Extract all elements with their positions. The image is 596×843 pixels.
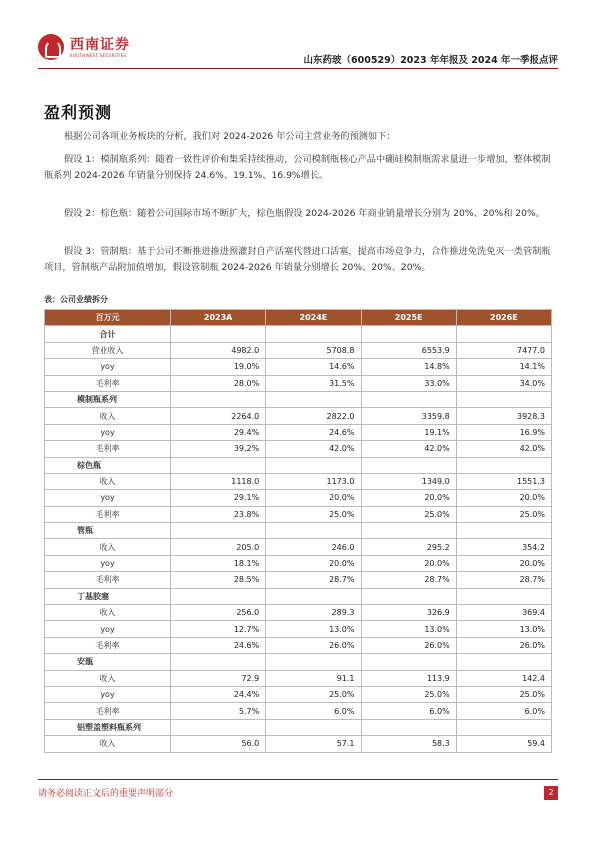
cell-value: 42.0% — [361, 441, 456, 457]
cell-value: 39.2% — [171, 441, 266, 457]
cell-value: 59.4 — [456, 736, 551, 752]
cell-value — [266, 391, 361, 407]
header-2026e: 2026E — [456, 310, 551, 326]
cell-value — [456, 326, 551, 342]
cell-value: 19.1% — [361, 424, 456, 440]
table-row — [45, 375, 552, 391]
cell-value: 14.8% — [361, 359, 456, 375]
cell-value — [456, 719, 551, 735]
page-header — [38, 34, 558, 69]
row-label: 模制瓶系列 — [45, 391, 171, 407]
cell-value — [171, 457, 266, 473]
table-caption: 表：公司业绩拆分 — [44, 295, 108, 304]
row-label: 收入 — [45, 605, 171, 621]
section-title: 盈利预测 — [44, 103, 113, 122]
cell-value: 56.0 — [171, 736, 266, 752]
cell-value — [361, 326, 456, 342]
cell-value: 25.0% — [361, 506, 456, 522]
row-label: yoy — [45, 555, 171, 571]
table-row — [45, 703, 552, 719]
row-label: 营业收入 — [45, 342, 171, 358]
row-label: yoy — [45, 359, 171, 375]
cell-value — [171, 654, 266, 670]
table-group-row — [45, 523, 552, 539]
cell-value: 6.0% — [266, 703, 361, 719]
row-label: 毛利率 — [45, 441, 171, 457]
row-label: 毛利率 — [45, 703, 171, 719]
cell-value: 26.0% — [361, 637, 456, 653]
row-label: 毛利率 — [45, 637, 171, 653]
cell-value: 2264.0 — [171, 408, 266, 424]
cell-value: 14.6% — [266, 359, 361, 375]
cell-value — [456, 457, 551, 473]
table-row — [45, 342, 552, 358]
cell-value: 6.0% — [456, 703, 551, 719]
row-label: 收入 — [45, 539, 171, 555]
earnings-breakdown-table — [44, 309, 552, 753]
cell-value: 13.0% — [266, 621, 361, 637]
cell-value — [361, 523, 456, 539]
company-logo — [38, 34, 130, 60]
cell-value: 16.9% — [456, 424, 551, 440]
cell-value — [361, 457, 456, 473]
table-row — [45, 506, 552, 522]
cell-value — [266, 588, 361, 604]
logo-chinese: 西南证券 — [70, 36, 130, 53]
cell-value: 20.0% — [456, 555, 551, 571]
table-row — [45, 424, 552, 440]
header-unit: 百万元 — [45, 310, 171, 326]
report-title: 山东药玻（600529）2023 年年报及 2024 年一季报点评 — [303, 55, 558, 66]
cell-value: 28.7% — [456, 572, 551, 588]
row-label: yoy — [45, 490, 171, 506]
row-label: 毛利率 — [45, 572, 171, 588]
cell-value: 1349.0 — [361, 473, 456, 489]
cell-value: 28.7% — [266, 572, 361, 588]
cell-value: 326.9 — [361, 605, 456, 621]
table-group-row — [45, 719, 552, 735]
cell-value: 3359.8 — [361, 408, 456, 424]
cell-value: 28.5% — [171, 572, 266, 588]
cell-value: 24.6% — [171, 637, 266, 653]
row-label: 毛利率 — [45, 506, 171, 522]
cell-value: 142.4 — [456, 670, 551, 686]
cell-value: 25.0% — [266, 506, 361, 522]
cell-value: 29.1% — [171, 490, 266, 506]
cell-value: 25.0% — [361, 686, 456, 702]
cell-value — [266, 719, 361, 735]
cell-value — [361, 588, 456, 604]
row-label: 合计 — [45, 326, 171, 342]
cell-value — [456, 654, 551, 670]
table-row — [45, 555, 552, 571]
cell-value — [361, 719, 456, 735]
cell-value — [266, 326, 361, 342]
cell-value: 20.0% — [266, 555, 361, 571]
table-row — [45, 408, 552, 424]
cell-value — [266, 523, 361, 539]
cell-value: 24.6% — [266, 424, 361, 440]
cell-value: 14.1% — [456, 359, 551, 375]
cell-value: 28.0% — [171, 375, 266, 391]
cell-value: 57.1 — [266, 736, 361, 752]
cell-value: 5.7% — [171, 703, 266, 719]
cell-value: 26.0% — [266, 637, 361, 653]
cell-value: 13.0% — [456, 621, 551, 637]
row-label: 收入 — [45, 408, 171, 424]
cell-value: 2822.0 — [266, 408, 361, 424]
row-label: yoy — [45, 621, 171, 637]
cell-value: 19.0% — [171, 359, 266, 375]
cell-value: 26.0% — [456, 637, 551, 653]
cell-value: 42.0% — [456, 441, 551, 457]
table-row — [45, 686, 552, 702]
row-label: 管瓶 — [45, 523, 171, 539]
cell-value: 34.0% — [456, 375, 551, 391]
cell-value: 20.0% — [361, 555, 456, 571]
row-label: 铝塑盖塑料瓶系列 — [45, 719, 171, 735]
cell-value: 25.0% — [456, 686, 551, 702]
row-label: 毛利率 — [45, 375, 171, 391]
cell-value: 354.2 — [456, 539, 551, 555]
table-row — [45, 539, 552, 555]
assumption-2: 假设 2：棕色瓶：随着公司国际市场不断扩大，棕色瓶假设 2024-2026 年商业销量增长分别为 20%、20%和 20%。 — [64, 208, 545, 219]
row-label: yoy — [45, 686, 171, 702]
cell-value: 6.0% — [361, 703, 456, 719]
cell-value: 6553.9 — [361, 342, 456, 358]
cell-value — [171, 326, 266, 342]
cell-value — [456, 391, 551, 407]
row-label: 棕色瓶 — [45, 457, 171, 473]
cell-value: 1551.3 — [456, 473, 551, 489]
row-label: yoy — [45, 424, 171, 440]
cell-value: 289.3 — [266, 605, 361, 621]
table-row — [45, 490, 552, 506]
cell-value — [171, 523, 266, 539]
table-group-row — [45, 391, 552, 407]
table-row — [45, 441, 552, 457]
cell-value — [361, 654, 456, 670]
cell-value — [171, 391, 266, 407]
cell-value: 28.7% — [361, 572, 456, 588]
cell-value: 29.4% — [171, 424, 266, 440]
cell-value: 25.0% — [266, 686, 361, 702]
cell-value: 246.0 — [266, 539, 361, 555]
table-row — [45, 473, 552, 489]
assumption-3: 假设 3：管制瓶：基于公司不断推进推进预灌封自产活塞代替进口活塞，提高市场竞争力，合作推进免洗免灭一类管制瓶项目，管制瓶产品附加值增加，假设管制瓶 2024-2026 年销量分别增长 20%、20%、20%。 — [44, 246, 551, 273]
cell-value — [266, 654, 361, 670]
cell-value: 5708.8 — [266, 342, 361, 358]
cell-value: 12.7% — [171, 621, 266, 637]
cell-value: 205.0 — [171, 539, 266, 555]
page-footer — [38, 779, 558, 802]
table-row — [45, 736, 552, 752]
cell-value — [456, 588, 551, 604]
cell-value — [456, 523, 551, 539]
cell-value: 72.9 — [171, 670, 266, 686]
cell-value: 1173.0 — [266, 473, 361, 489]
header-2023a: 2023A — [171, 310, 266, 326]
cell-value: 3928.3 — [456, 408, 551, 424]
cell-value: 91.1 — [266, 670, 361, 686]
cell-value: 7477.0 — [456, 342, 551, 358]
cell-value: 31.5% — [266, 375, 361, 391]
table-group-row — [45, 588, 552, 604]
cell-value: 295.2 — [361, 539, 456, 555]
table-group-row — [45, 326, 552, 342]
table-header-row — [45, 310, 552, 326]
logo-english: SOUTHWEST SECURITIES — [70, 52, 127, 58]
row-label: 收入 — [45, 670, 171, 686]
cell-value: 33.0% — [361, 375, 456, 391]
header-2024e: 2024E — [266, 310, 361, 326]
cell-value: 113.9 — [361, 670, 456, 686]
table-row — [45, 572, 552, 588]
table-group-row — [45, 457, 552, 473]
row-label: 收入 — [45, 473, 171, 489]
cell-value: 20.0% — [361, 490, 456, 506]
logo-mark-icon — [38, 34, 64, 60]
assumption-1: 假设 1：模制瓶系列：随着一致性评价和集采持续推动，公司模制瓶核心产品中硼硅模制瓶需求量进一步增加，整体模制瓶系列 2024-2026 年销量分别保持 24.6%、19.1%、16.9%增长。 — [44, 154, 551, 181]
cell-value: 256.0 — [171, 605, 266, 621]
cell-value: 58.3 — [361, 736, 456, 752]
cell-value: 4982.0 — [171, 342, 266, 358]
cell-value: 25.0% — [456, 506, 551, 522]
table-row — [45, 359, 552, 375]
cell-value: 20.0% — [456, 490, 551, 506]
cell-value: 18.1% — [171, 555, 266, 571]
cell-value: 42.0% — [266, 441, 361, 457]
table-group-row — [45, 654, 552, 670]
page-number: 2 — [544, 786, 558, 800]
table-row — [45, 621, 552, 637]
cell-value: 23.8% — [171, 506, 266, 522]
intro-paragraph: 根据公司各项业务板块的分析，我们对 2024-2026 年公司主营业务的预测如下： — [64, 131, 396, 142]
cell-value: 20.0% — [266, 490, 361, 506]
cell-value — [171, 588, 266, 604]
row-label: 安瓿 — [45, 654, 171, 670]
table-row — [45, 670, 552, 686]
cell-value — [171, 719, 266, 735]
row-label: 收入 — [45, 736, 171, 752]
cell-value — [361, 391, 456, 407]
cell-value: 369.4 — [456, 605, 551, 621]
cell-value — [266, 457, 361, 473]
row-label: 丁基胶塞 — [45, 588, 171, 604]
table-row — [45, 605, 552, 621]
cell-value: 1118.0 — [171, 473, 266, 489]
disclaimer-text: 请务必阅读正文后的重要声明部分 — [38, 789, 174, 799]
header-2025e: 2025E — [361, 310, 456, 326]
table-row — [45, 637, 552, 653]
cell-value: 24.4% — [171, 686, 266, 702]
cell-value: 13.0% — [361, 621, 456, 637]
